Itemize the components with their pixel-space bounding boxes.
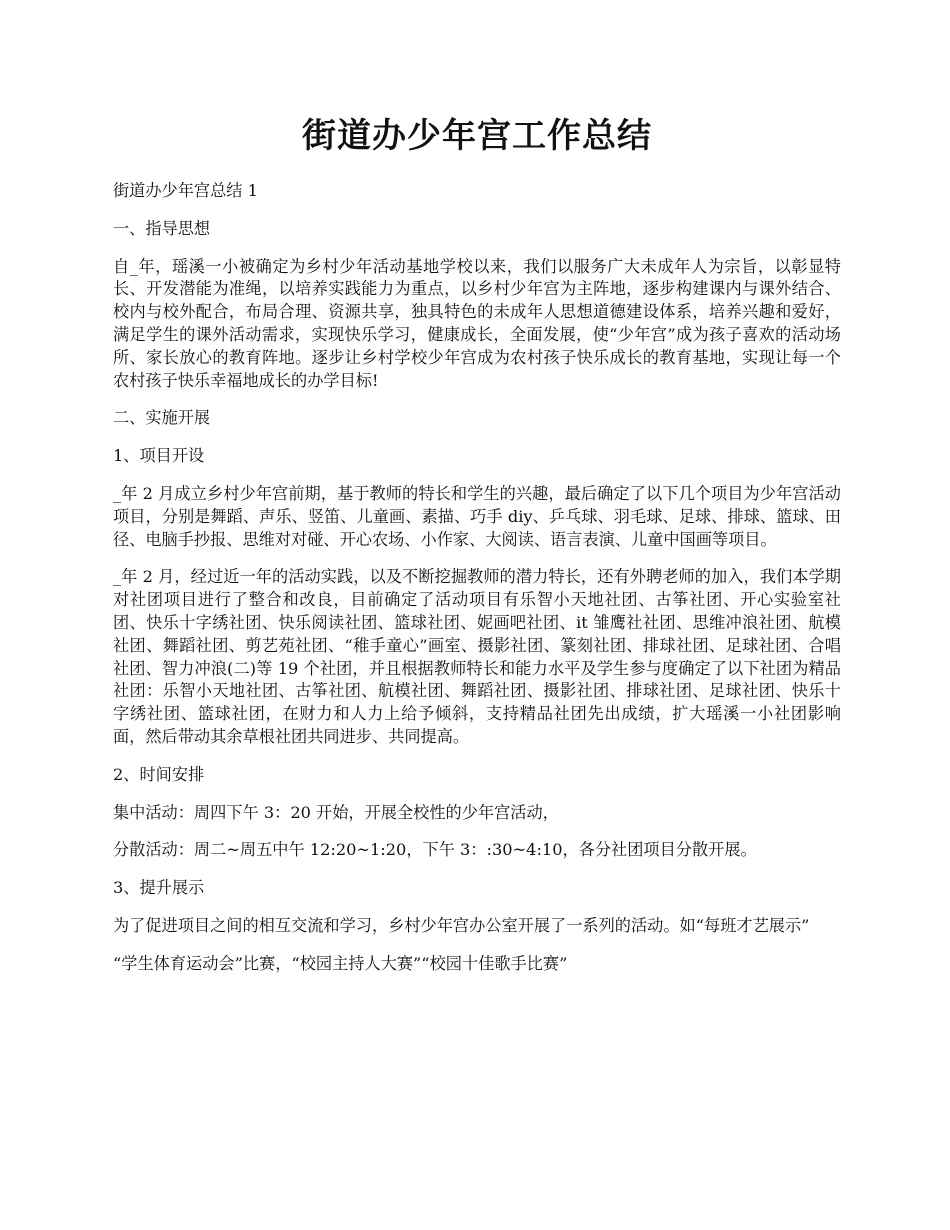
body-paragraph: 分散活动：周二~周五中午 12:20~1:20，下午 3：:30~4:10，各分社团项目分散开展。 [113,840,757,860]
document-title: 街道办少年宫工作总结 [302,116,652,156]
document-page [113,108,841,991]
subsection-heading: 1、项目开设 [113,446,205,466]
body-paragraph: 为了促进项目之间的相互交流和学习，乡村少年宫办公室开展了一系列的活动。如“每班才艺展示” [113,915,810,935]
body-paragraph: 自_年，瑶溪一小被确定为乡村少年活动基地学校以来，我们以服务广大未成年人为宗旨，以彰显特长、开发潜能为准绳，以培养实践能力为重点，以乡村少年宫为主阵地，逐步构建课内与课外结合、校内与校外配合，布局合理、资源共享，独具特色的未成年人思想道德建设体系，培养兴趣和爱好，满足学生的课外活动需求，实现快乐学习，健康成长，全面发展，使“少年宫”成为孩子喜欢的活动场所、家长放心的教育阵地。逐步让乡村学校少年宫成为农村孩子快乐成长的教育基地，实现让每一个农村孩子快乐幸福地成长的办学目标! [113,256,841,390]
subsection-heading: 3、提升展示 [113,878,205,898]
body-paragraph: _年 2 月成立乡村少年宫前期，基于教师的特长和学生的兴趣，最后确定了以下几个项目为少年宫活动项目，分别是舞蹈、声乐、竖笛、儿童画、素描、巧手 diy、乒乓球、羽毛球、足球、排球、篮球、田径、电脑手抄报、思维对对碰、开心农场、小作家、大阅读、语言表演、儿童中国画等项目。 [113,483,841,549]
body-paragraph: “学生体育运动会”比赛，“校园主持人大赛”“校园十佳歌手比赛” [113,953,568,973]
subsection-heading: 2、时间安排 [113,764,205,784]
section-heading: 街道办少年宫总结 1 [113,181,258,200]
body-paragraph: 集中活动：周四下午 3：20 开始，开展全校性的少年宫活动， [113,802,559,822]
section-heading: 二、实施开展 [113,408,211,428]
section-heading: 一、指导思想 [113,218,211,238]
body-paragraph: _年 2 月，经过近一年的活动实践，以及不断挖掘教师的潜力特长，还有外聘老师的加入，我们本学期对社团项目进行了整合和改良，目前确定了活动项目有乐智小天地社团、古筝社团、开心实验室社团、快乐十字绣社团、快乐阅读社团、篮球社团、妮画吧社团、it 雏鹰社社团、思维冲浪社团、航模社团、舞蹈社团、剪艺苑社团、“稚手童心”画室、摄影社团、篆刻社团、排球社团、足球社团、合唱社团、智力冲浪(二)等 19 个社团，并且根据教师特长和能力水平及学生参与度确定了以下社团为精品社团：乐智小天地社团、古筝社团、航模社团、舞蹈社团、摄影社团、排球社团、足球社团、快乐十字绣社团、篮球社团，在财力和人力上给予倾斜，支持精品社团先出成绩，扩大瑶溪一小社团影响面，然后带动其余草根社团共同进步、共同提高。 [113,567,841,746]
